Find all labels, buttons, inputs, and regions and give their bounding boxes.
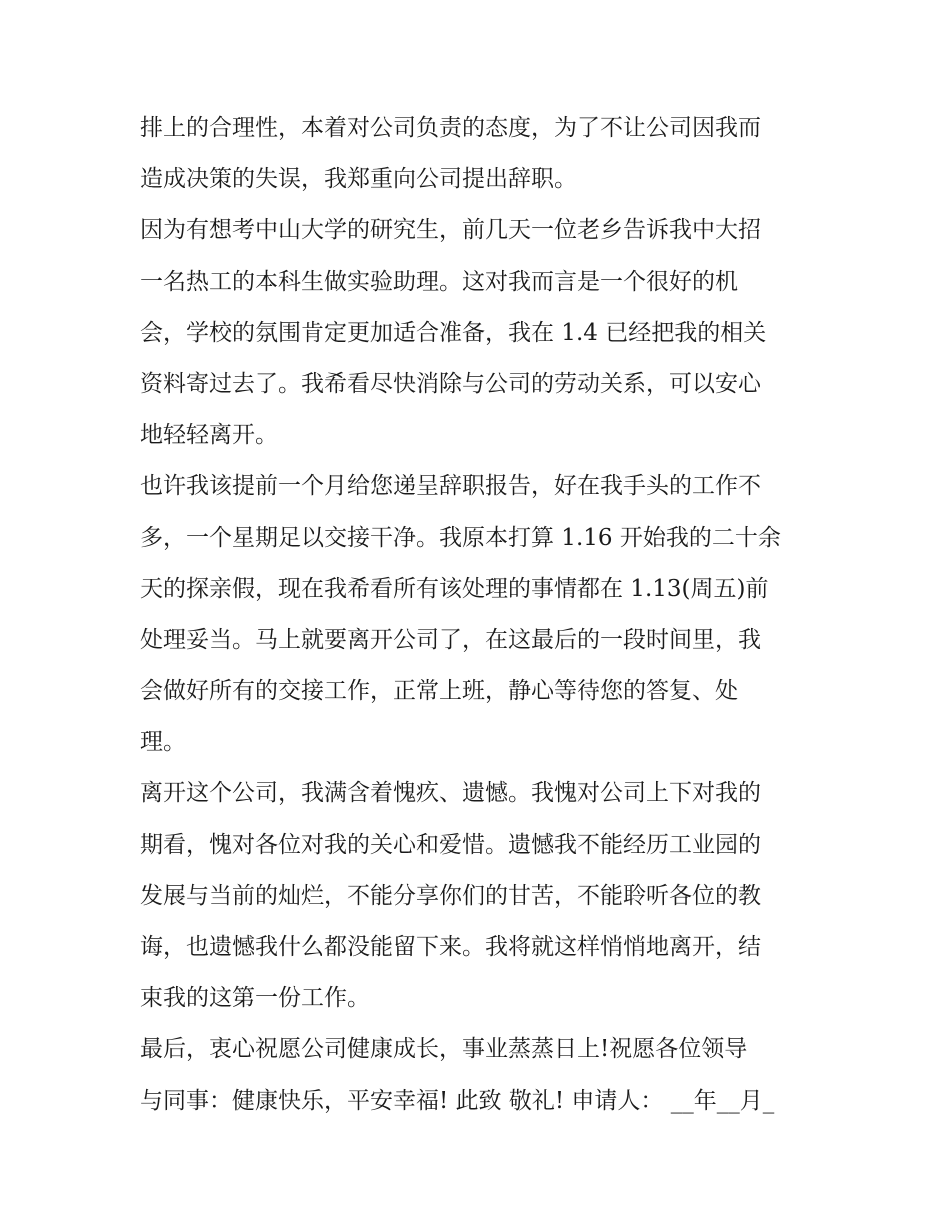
letter-body bbox=[140, 103, 820, 1127]
text-line: 多，一个星期足以交接干净。我原本打算 1.16 开始我的二十余 bbox=[140, 524, 781, 551]
text-line: 最后，衷心祝愿公司健康成长，事业蒸蒸日上!祝愿各位领导 bbox=[140, 1036, 748, 1063]
text-line: 造成决策的失误，我郑重向公司提出辞职。 bbox=[140, 166, 577, 193]
text-line: 束我的这第一份工作。 bbox=[140, 985, 370, 1012]
text-line: 期看，愧对各位对我的关心和爱惜。遗憾我不能经历工业园的 bbox=[140, 831, 761, 858]
text-line: 天的探亲假，现在我希看所有该处理的事情都在 1.13(周五)前 bbox=[140, 575, 769, 602]
text-line: 会，学校的氛围肯定更加适合准备，我在 1.4 已经把我的相关 bbox=[140, 319, 767, 346]
text-line: 资料寄过去了。我希看尽快消除与公司的劳动关系，可以安心 bbox=[140, 370, 761, 397]
text-line: 理。 bbox=[140, 729, 186, 756]
text-line: 离开这个公司，我满含着愧疚、遗憾。我愧对公司上下对我的 bbox=[140, 780, 761, 807]
text-line: 处理妥当。马上就要离开公司了，在这最后的一段时间里，我 bbox=[140, 626, 761, 653]
text-line: 地轻轻离开。 bbox=[140, 422, 278, 449]
text-line: 排上的合理性，本着对公司负责的态度，为了不让公司因我而 bbox=[140, 115, 761, 141]
text-line: 与同事：健康快乐，平安幸福! 此致 敬礼! 申请人： __年__月_ bbox=[140, 1087, 775, 1114]
text-line: 发展与当前的灿烂，不能分享你们的甘苦，不能聆听各位的教 bbox=[140, 882, 761, 909]
text-line: 也许我该提前一个月给您递呈辞职报告，好在我手头的工作不 bbox=[140, 473, 761, 500]
text-line: 因为有想考中山大学的研究生，前几天一位老乡告诉我中大招 bbox=[140, 217, 761, 244]
text-line: 诲，也遗憾我什么都没能留下来。我将就这样悄悄地离开，结 bbox=[140, 934, 761, 960]
text-line: 一名热工的本科生做实验助理。这对我而言是一个很好的机 bbox=[140, 268, 738, 295]
text-line: 会做好所有的交接工作，正常上班，静心等待您的答复、处 bbox=[140, 678, 738, 705]
